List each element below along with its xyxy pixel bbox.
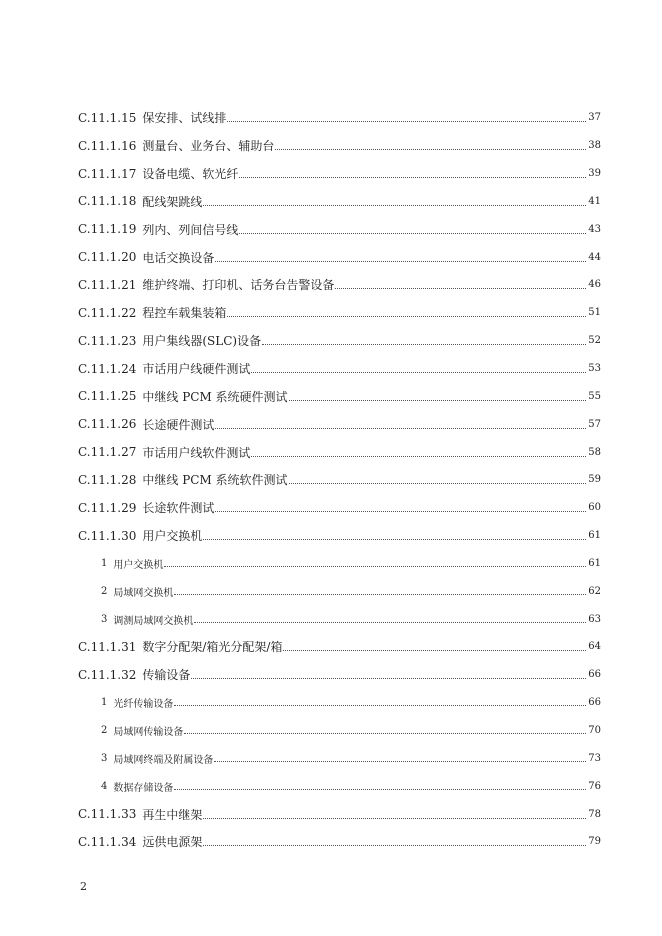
- toc-entry-page: 73: [588, 752, 601, 764]
- toc-entry-number: C.11.1.26: [78, 417, 137, 432]
- toc-entry[interactable]: [78, 605, 601, 633]
- toc-entry-page: 79: [588, 836, 601, 848]
- toc-leader-dots: [191, 678, 586, 679]
- toc-leader-dots: [289, 400, 587, 401]
- toc-leader-dots: [227, 121, 586, 122]
- toc-entry-title: 测量台、业务台、辅助台: [142, 139, 275, 154]
- toc-entry[interactable]: [78, 800, 601, 828]
- toc-entry[interactable]: [78, 188, 601, 216]
- toc-entry-page: 63: [588, 613, 601, 625]
- toc-entry-number: 2: [101, 585, 108, 597]
- toc-entry-title: 市话用户线硬件测试: [142, 362, 251, 377]
- toc-entry-number: C.11.1.21: [78, 277, 137, 292]
- toc-entry-page: 53: [588, 363, 601, 375]
- toc-entry-number: C.11.1.25: [78, 389, 137, 404]
- toc-leader-dots: [335, 288, 586, 289]
- toc-entry-title: 数字分配架/箱光分配架/箱: [142, 640, 283, 655]
- toc-entry-page: 61: [588, 557, 601, 569]
- toc-entry-page: 57: [588, 418, 601, 430]
- toc-entry-number: C.11.1.15: [78, 110, 137, 125]
- toc-leader-dots: [203, 205, 586, 206]
- toc-entry-page: 62: [588, 585, 601, 597]
- toc-leader-dots: [174, 789, 586, 790]
- toc-entry-page: 66: [588, 697, 601, 709]
- toc-entry-page: 37: [588, 112, 601, 124]
- toc-entry[interactable]: [78, 215, 601, 243]
- toc-leader-dots: [214, 761, 586, 762]
- toc-entry-title: 光纤传输设备: [113, 699, 174, 711]
- toc-entry-page: 41: [588, 195, 601, 207]
- toc-entry[interactable]: [78, 104, 601, 132]
- toc-leader-dots: [275, 149, 586, 150]
- toc-entry-title: 市话用户线软件测试: [142, 445, 251, 460]
- toc-entry-number: C.11.1.22: [78, 305, 137, 320]
- toc-entry-page: 51: [588, 307, 601, 319]
- toc-entry[interactable]: [78, 494, 601, 522]
- toc-entry-title: 局域网交换机: [113, 587, 174, 599]
- toc-entry-page: 70: [588, 724, 601, 736]
- toc-entry-number: 3: [101, 752, 108, 764]
- toc-entry-title: 长途硬件测试: [142, 417, 215, 432]
- toc-entry-page: 76: [588, 780, 601, 792]
- toc-leader-dots: [262, 344, 586, 345]
- toc-entry[interactable]: [78, 550, 601, 578]
- toc-entry-title: 用户集线器(SLC)设备: [142, 334, 262, 349]
- toc-entry-title: 局域网传输设备: [113, 726, 184, 738]
- toc-entry[interactable]: [78, 410, 601, 438]
- toc-entry-number: 1: [101, 557, 108, 569]
- toc-entry[interactable]: [78, 327, 601, 355]
- toc-leader-dots: [215, 261, 586, 262]
- toc-entry-title: 远供电源架: [142, 835, 203, 850]
- toc-leader-dots: [174, 705, 586, 706]
- toc-entry-page: 55: [588, 390, 601, 402]
- toc-entry[interactable]: [78, 438, 601, 466]
- toc-leader-dots: [251, 372, 586, 373]
- toc-entry-page: 44: [588, 251, 601, 263]
- toc-leader-dots: [289, 483, 587, 484]
- toc-entry-page: 61: [588, 530, 601, 542]
- toc-leader-dots: [184, 733, 586, 734]
- toc-entry-title: 调测局域网交换机: [113, 615, 194, 627]
- toc-leader-dots: [239, 233, 586, 234]
- toc-leader-dots: [227, 316, 586, 317]
- toc-entry-title: 中继线 PCM 系统软件测试: [142, 473, 288, 488]
- toc-entry-title: 数据存储设备: [113, 782, 174, 794]
- toc-entry-page: 64: [588, 641, 601, 653]
- toc-entry-number: C.11.1.18: [78, 194, 137, 209]
- toc-entry-page: 66: [588, 669, 601, 681]
- toc-entry-title: 用户交换机: [142, 529, 203, 544]
- toc-entry[interactable]: [78, 522, 601, 550]
- toc-entry[interactable]: [78, 355, 601, 383]
- toc-entry-page: 59: [588, 474, 601, 486]
- toc-entry-number: C.11.1.19: [78, 222, 137, 237]
- toc-entry-title: 维护终端、打印机、话务台告警设备: [142, 278, 335, 293]
- toc-entry-title: 中继线 PCM 系统硬件测试: [142, 389, 288, 404]
- toc-entry-page: 60: [588, 502, 601, 514]
- toc-entry[interactable]: [78, 633, 601, 661]
- toc-leader-dots: [164, 566, 586, 567]
- toc-entry[interactable]: [78, 744, 601, 772]
- toc-entry-number: C.11.1.27: [78, 445, 137, 460]
- toc-entry-title: 列内、列间信号线: [142, 222, 239, 237]
- toc-entry-title: 保安排、试线排: [142, 111, 227, 126]
- toc-leader-dots: [251, 456, 586, 457]
- toc-entry[interactable]: [78, 717, 601, 745]
- toc-entry-page: 39: [588, 168, 601, 180]
- toc-entry-number: C.11.1.24: [78, 361, 137, 376]
- toc-leader-dots: [203, 845, 586, 846]
- toc-entry[interactable]: [78, 243, 601, 271]
- toc-leader-dots: [174, 594, 586, 595]
- toc-entry-number: C.11.1.20: [78, 250, 137, 265]
- toc-leader-dots: [283, 650, 586, 651]
- toc-entry-number: C.11.1.29: [78, 500, 137, 515]
- toc-entry[interactable]: [78, 271, 601, 299]
- toc-entry-page: 46: [588, 279, 601, 291]
- toc-entry-number: C.11.1.16: [78, 138, 137, 153]
- toc-entry-page: 38: [588, 140, 601, 152]
- toc-entry-title: 用户交换机: [113, 559, 164, 571]
- toc-entry-title: 局域网终端及附属设备: [113, 754, 214, 766]
- toc-entry[interactable]: [78, 466, 601, 494]
- toc-leader-dots: [203, 818, 586, 819]
- toc-entry-number: 2: [101, 724, 108, 736]
- toc-entry-number: C.11.1.33: [78, 807, 137, 822]
- toc-entry[interactable]: [78, 299, 601, 327]
- toc-entry-title: 配线架跳线: [142, 194, 203, 209]
- toc-entry-number: C.11.1.30: [78, 528, 137, 543]
- toc-entry-number: 1: [101, 697, 108, 709]
- toc-entry-page: 43: [588, 223, 601, 235]
- toc-entry[interactable]: [78, 382, 601, 410]
- toc-entry-title: 设备电缆、软光纤: [142, 167, 239, 182]
- toc-entry-title: 电话交换设备: [142, 250, 215, 265]
- toc-entry-number: C.11.1.17: [78, 166, 137, 181]
- toc-entry-title: 传输设备: [142, 668, 191, 683]
- toc-entry[interactable]: [78, 661, 601, 689]
- toc-entry-number: C.11.1.34: [78, 834, 137, 849]
- toc-entry[interactable]: [78, 772, 601, 800]
- table-of-contents: [78, 104, 601, 856]
- toc-entry-title: 程控车载集装箱: [142, 306, 227, 321]
- toc-entry-title: 长途软件测试: [142, 501, 215, 516]
- toc-entry-number: C.11.1.23: [78, 333, 137, 348]
- page-number: 2: [80, 880, 87, 893]
- toc-leader-dots: [215, 428, 586, 429]
- toc-entry-number: 4: [101, 780, 108, 792]
- toc-leader-dots: [215, 511, 586, 512]
- toc-entry-page: 58: [588, 446, 601, 458]
- toc-entry-title: 再生中继架: [142, 807, 203, 822]
- toc-leader-dots: [194, 622, 586, 623]
- toc-entry-number: C.11.1.31: [78, 639, 137, 654]
- toc-entry-page: 78: [588, 808, 601, 820]
- toc-entry-number: C.11.1.32: [78, 667, 137, 682]
- toc-leader-dots: [239, 177, 586, 178]
- toc-entry-page: 52: [588, 335, 601, 347]
- toc-entry-number: C.11.1.28: [78, 472, 137, 487]
- toc-leader-dots: [203, 539, 586, 540]
- toc-entry[interactable]: [78, 828, 601, 856]
- toc-entry-number: 3: [101, 613, 108, 625]
- toc-entry[interactable]: [78, 132, 601, 160]
- toc-entry[interactable]: [78, 689, 601, 717]
- toc-entry[interactable]: [78, 160, 601, 188]
- toc-entry[interactable]: [78, 577, 601, 605]
